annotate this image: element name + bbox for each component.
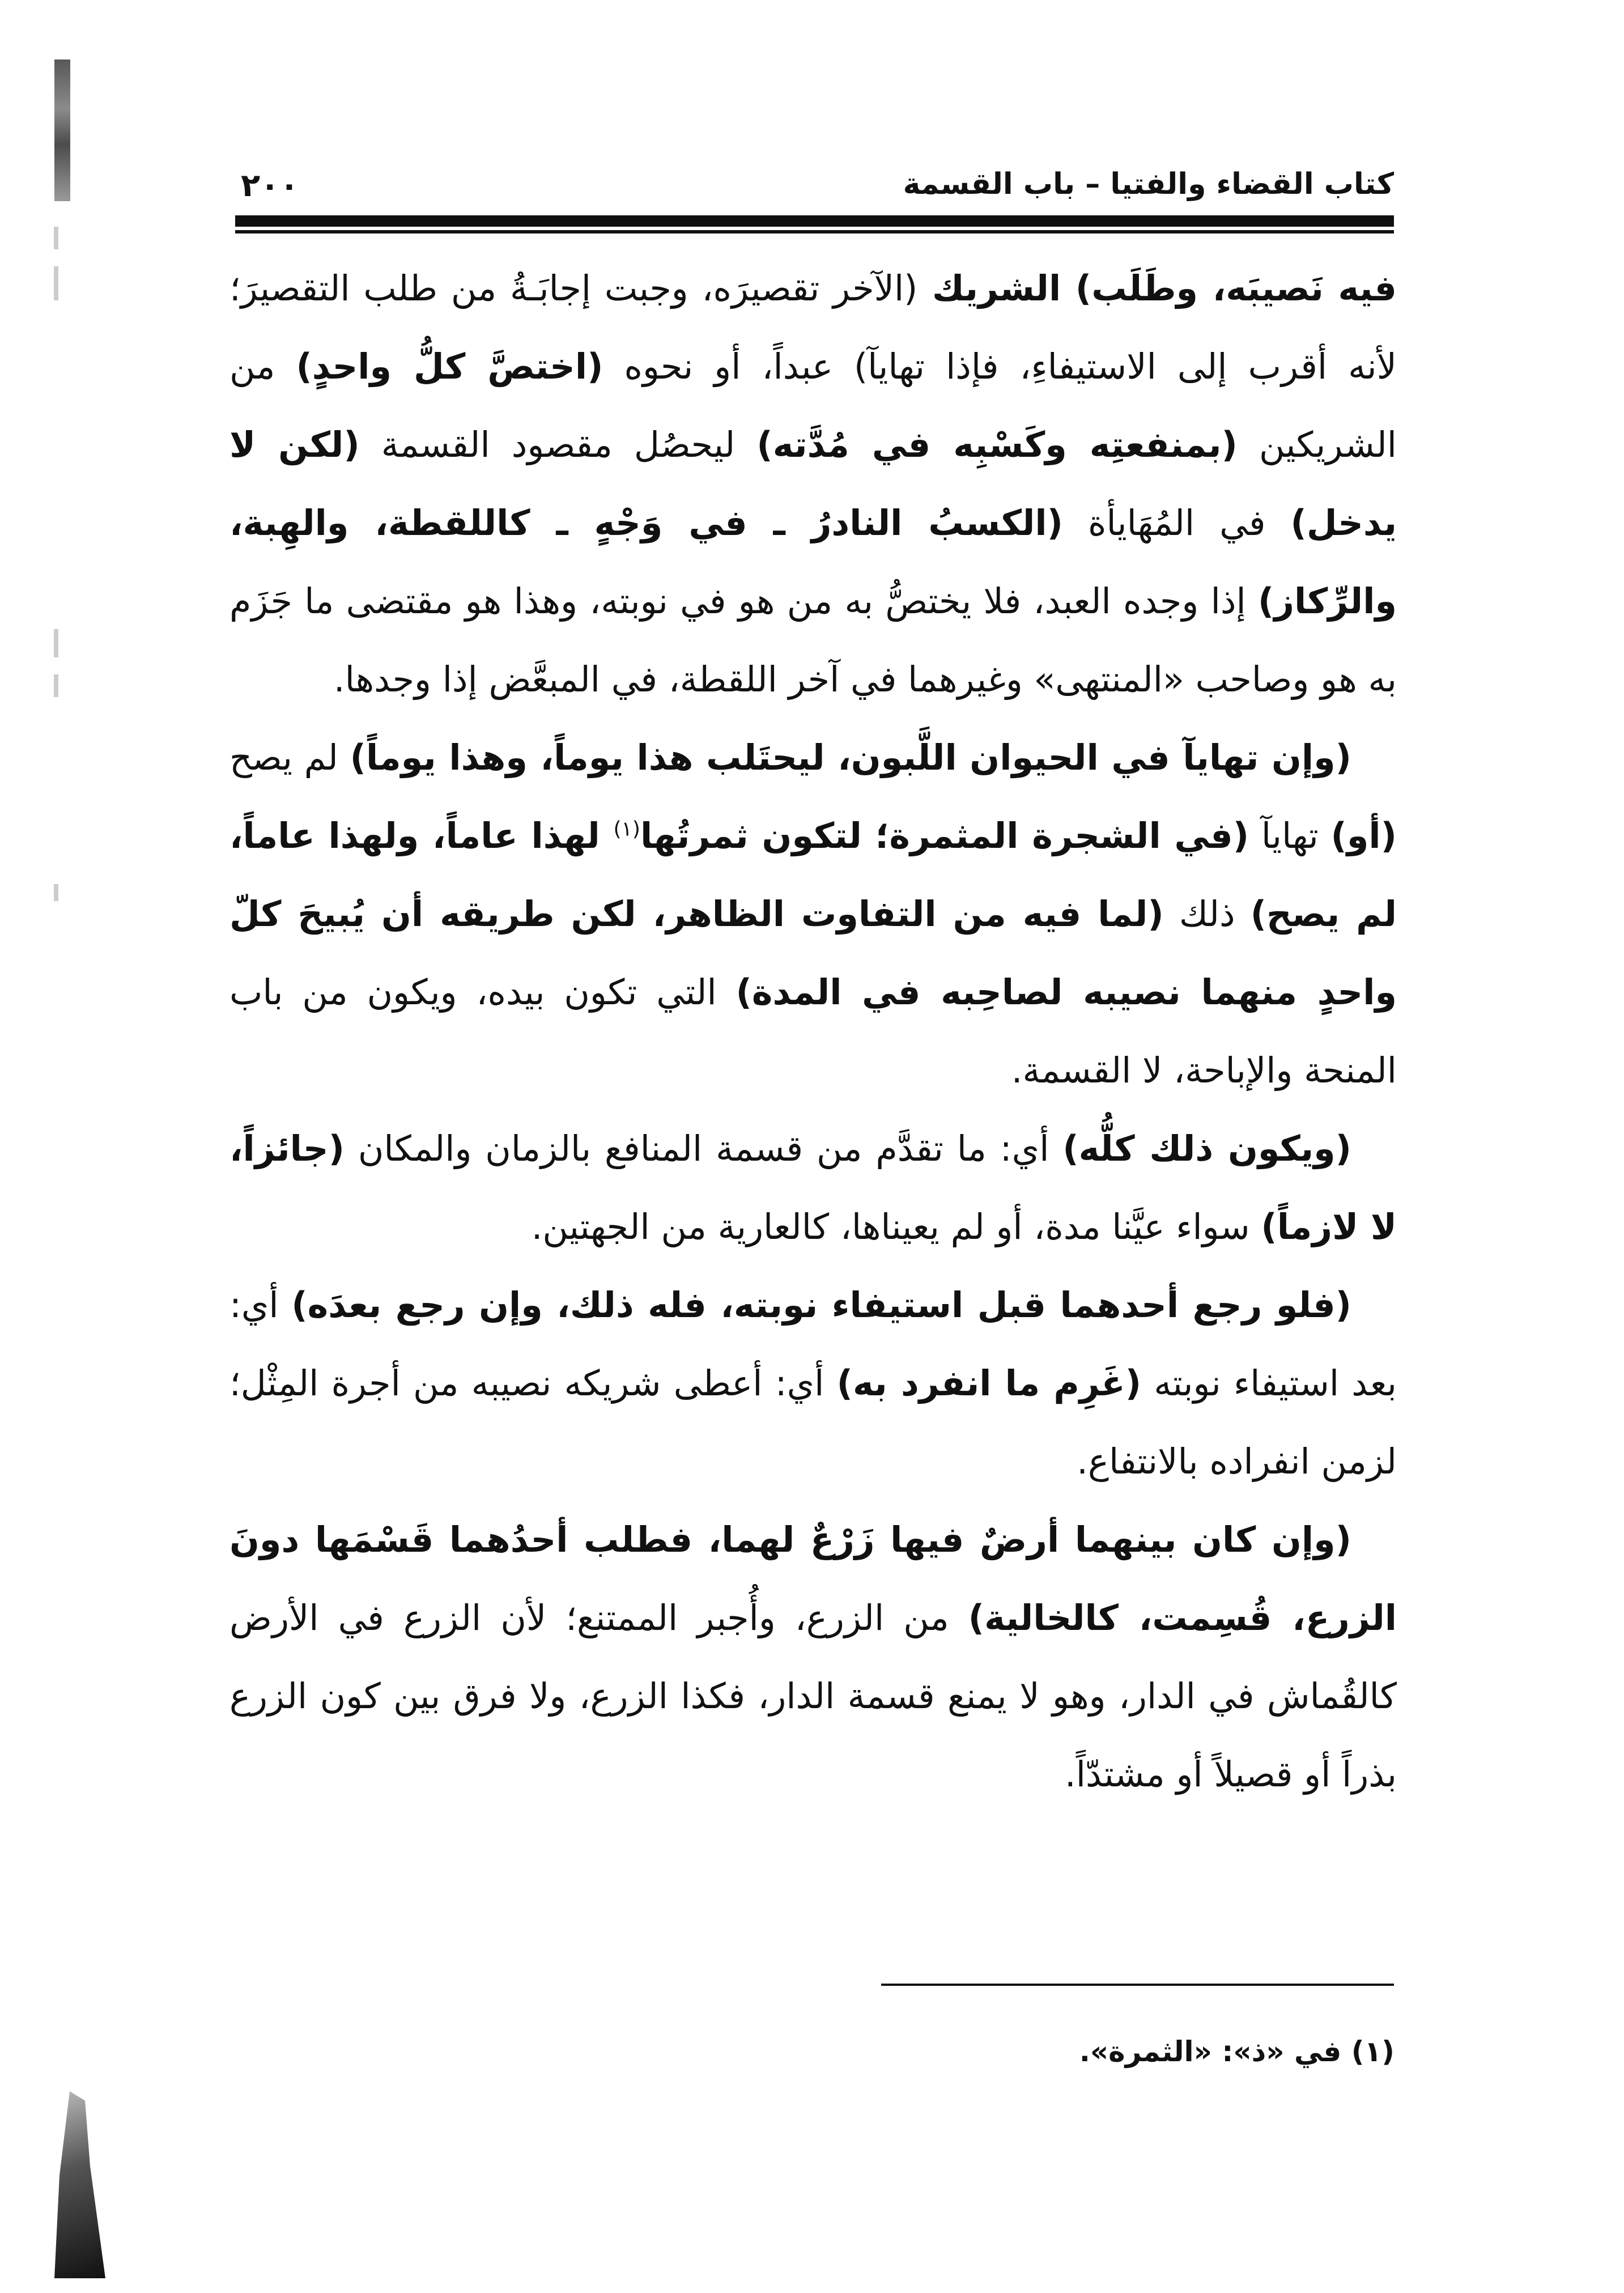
scan-speck	[54, 227, 58, 249]
footnote: (١) في «ذ»: «الثمرة».	[1079, 2035, 1395, 2068]
bold-span: (فلو رجع أحدهما قبل استيفاء نوبته، فله ذلك، وإن رجع بعدَه)	[291, 1284, 1352, 1326]
text-span: ذلك	[1163, 893, 1251, 935]
text-span: من الشريكين	[229, 346, 1397, 465]
bold-span: (الكسبُ النادرُ ـ في وَجْهٍ ـ كاللقطة، والهِبة، والرِّكاز)	[229, 502, 1397, 622]
text-span: التي تكون بيده، ويكون من باب المنحة والإباحة، لا القسمة.	[229, 971, 1397, 1091]
bold-span: (بمنفعتِه وكَسْبِه في مُدَّته)	[756, 424, 1238, 465]
bold-span: فيه نَصيبَه، وطَلَب) الشريك	[917, 267, 1397, 309]
bold-span: (أو)	[1330, 815, 1397, 856]
main-text	[229, 249, 1397, 1814]
footnote-marker: (١)	[613, 817, 640, 841]
bold-span: (لكن لا يدخل)	[229, 424, 1397, 543]
text-span: أي: أعطى شريكه نصيبه من أجرة المِثْل؛ لزمن انفراده بالانتفاع.	[229, 1362, 1397, 1482]
page-number: ٢٠٠	[241, 167, 299, 204]
paragraph-5	[229, 1501, 1397, 1814]
text-span: من الزرع، وأُجبر الممتنع؛ لأن الزرع في الأرض كالقُماش في الدار، وهو لا يمنع قسمة الدار، فكذا الزرع، ولا فرق بين كون الزرع بذراً أو قصيلاً أو مشتدّاً.	[229, 1597, 1397, 1795]
text-span: أي: بعد استيفاء نوبته	[229, 1284, 1397, 1404]
paragraph-4	[229, 1266, 1397, 1501]
bold-span: (غَرِم ما انفرد به)	[836, 1362, 1142, 1404]
text-span: تهايآ	[1249, 815, 1331, 856]
scan-mark-top	[54, 60, 70, 201]
paragraph-2	[229, 719, 1397, 1110]
text-span: ليحصُل مقصود القسمة	[359, 424, 757, 465]
text-span: في المُهَايأة	[1062, 502, 1291, 543]
header-rule-thick	[235, 215, 1394, 227]
bold-span: (ويكون ذلك كلُّه)	[1062, 1128, 1351, 1169]
bold-span: (لما فيه من التفاوت الظاهر، لكن طريقه أن يُبيحَ كلّ واحدٍ منهما نصيبه لصاحِبه في المدة)	[229, 893, 1397, 1013]
text-span: (الآخر تقصيرَه، وجبت إجابَـةُ من طلب التقصيرَ؛ لأنه أقرب إلى الاستيفاءِ، فإذا تهايآ)	[229, 267, 1397, 387]
paragraph-3	[229, 1110, 1397, 1266]
paragraph-1	[229, 249, 1397, 719]
text-span: أي: ما تقدَّم من قسمة المنافع بالزمان والمكان	[344, 1128, 1063, 1169]
bold-span: (وإن تهايآ في الحيوان اللَّبون، ليحتَلب هذا يوماً، وهذا يوماً)	[350, 737, 1351, 778]
page-header	[235, 162, 1394, 207]
scan-speck	[54, 629, 58, 657]
header-rule-thin	[235, 230, 1394, 233]
bold-span: (جائزاً، لا لازماً)	[229, 1128, 1397, 1247]
text-span: عبداً، أو نحوه	[603, 346, 854, 387]
footnote-separator	[881, 1984, 1394, 1986]
bold-span: (في الشجرة المثمرة؛ لتكون ثمرتُها	[640, 815, 1249, 856]
scan-edge-artifact	[0, 0, 91, 2293]
text-span: لم يصح	[229, 737, 350, 778]
scan-speck	[54, 884, 58, 901]
bold-span: (اختصَّ كلُّ واحدٍ)	[296, 346, 603, 387]
scan-speck	[54, 266, 58, 300]
text-span: إذا وجده العبد، فلا يختصُّ به من هو في نوبته، وهذا هو مقتضى ما جَزَم به هو وصاحب «المنتهى» وغيرهما في آخر اللقطة، في المبعَّض إذا وجدها.	[229, 580, 1397, 700]
bold-span: لهذا عاماً، ولهذا عاماً، لم يصح)	[229, 815, 1397, 935]
text-span: سواء عيَّنا مدة، أو لم يعيناها، كالعارية من الجهتين.	[531, 1206, 1261, 1247]
bold-span: (وإن كان بينهما أرضٌ فيها زَرْعٌ لهما، فطلب أحدُهما قَسْمَها دونَ الزرع، قُسِمت، كالخالية)	[229, 1519, 1397, 1638]
scan-speck	[54, 674, 58, 697]
scan-mark-bottom	[54, 2091, 105, 2278]
running-title: كتاب القضاء والفتيا – باب القسمة	[903, 167, 1394, 201]
